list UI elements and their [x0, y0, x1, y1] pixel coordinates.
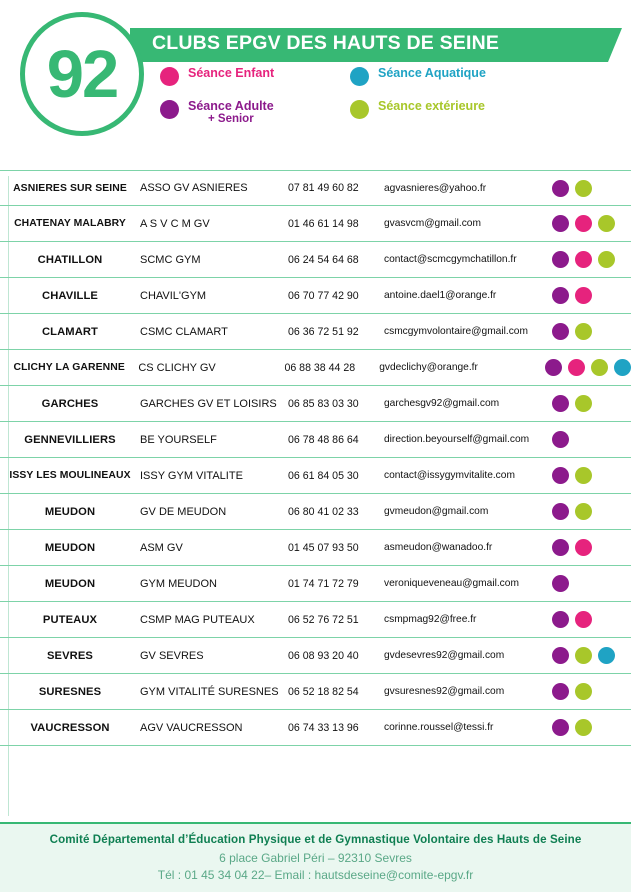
cell-session-types	[552, 287, 631, 304]
session-dot-pink	[575, 539, 592, 556]
cell-club: CHAVIL'GYM	[140, 289, 207, 302]
legend-item-exterieure	[350, 99, 600, 127]
session-dot-purple	[552, 683, 569, 700]
session-dot-purple	[552, 539, 569, 556]
cell-email[interactable]: csmcgymvolontaire@gmail.com	[384, 326, 528, 337]
cell-phone: 06 36 72 51 92	[288, 325, 359, 338]
cell-city: CHATENAY MALABRY	[14, 218, 126, 229]
department-badge	[20, 12, 144, 136]
session-dot-pink	[575, 251, 592, 268]
cell-phone: 06 24 54 64 68	[288, 253, 359, 266]
cell-email[interactable]: gvdesevres92@gmail.com	[384, 650, 505, 661]
cell-email[interactable]: gvasvcm@gmail.com	[384, 218, 481, 229]
cell-session-types	[552, 683, 631, 700]
cell-session-types	[552, 251, 631, 268]
legend-dot-blue	[350, 67, 369, 86]
cell-club: ASSO GV ASNIERES	[140, 182, 248, 194]
cell-email[interactable]: contact@scmcgymchatillon.fr	[384, 254, 517, 265]
table-row	[0, 674, 631, 710]
cell-phone: 06 08 93 20 40	[288, 649, 359, 662]
cell-city: GENNEVILLIERS	[24, 433, 116, 446]
legend-dot-green	[350, 100, 369, 119]
session-dot-purple	[552, 215, 569, 232]
cell-city: SURESNES	[38, 685, 102, 698]
legend-dot-purple	[160, 100, 179, 119]
cell-session-types	[552, 323, 631, 340]
cell-session-types	[552, 467, 631, 484]
session-dot-pink	[575, 215, 592, 232]
cell-club: ASM GV	[140, 541, 183, 554]
cell-email[interactable]: contact@issygymvitalite.com	[384, 470, 515, 481]
session-dot-blue	[598, 647, 615, 664]
department-number: 92	[46, 36, 118, 112]
cell-city: CHAVILLE	[42, 289, 98, 302]
poster-header	[0, 0, 631, 148]
session-dot-green	[575, 719, 592, 736]
cell-session-types	[552, 575, 631, 592]
cell-session-types	[552, 180, 631, 197]
session-dot-green	[591, 359, 608, 376]
cell-email[interactable]: agvasnieres@yahoo.fr	[384, 182, 487, 194]
cell-phone: 06 80 41 02 33	[288, 505, 359, 518]
cell-city: CLAMART	[41, 325, 98, 338]
legend-label-aquatique: Séance Aquatique	[378, 66, 486, 80]
legend-label-exterieure: Séance extérieure	[378, 99, 486, 113]
table-row	[0, 710, 631, 746]
cell-club: A S V C M GV	[140, 217, 210, 230]
cell-phone: 06 52 18 82 54	[288, 685, 359, 698]
cell-city: PUTEAUX	[42, 613, 98, 626]
session-dot-green	[575, 647, 592, 664]
cell-club: SCMC GYM	[140, 253, 201, 266]
cell-city: VAUCRESSON	[30, 721, 110, 734]
cell-phone: 06 88 38 44 28	[284, 361, 356, 374]
cell-email[interactable]: garchesgv92@gmail.com	[384, 398, 500, 409]
session-dot-purple	[552, 611, 569, 628]
cell-email[interactable]: antoine.dael1@orange.fr	[384, 290, 497, 301]
table-row	[0, 386, 631, 422]
cell-club: CSMC CLAMART	[140, 325, 228, 338]
legend-item-aquatique	[350, 66, 600, 86]
cell-phone: 06 85 83 03 30	[288, 397, 359, 410]
session-dot-green	[575, 323, 592, 340]
session-dot-green	[575, 180, 592, 197]
cell-email[interactable]: direction.beyourself@gmail.com	[384, 434, 530, 445]
cell-email[interactable]: gvdeclichy@orange.fr	[379, 362, 478, 373]
cell-session-types	[552, 503, 631, 520]
session-dot-pink	[575, 611, 592, 628]
table-row	[0, 494, 631, 530]
cell-club: BE YOURSELF	[140, 433, 217, 446]
cell-city: MEUDON	[44, 577, 96, 590]
footer-org-name: Comité Départemental d’Éducation Physique et de Gymnastique Volontaire des Hauts de Seine	[49, 833, 582, 846]
cell-email[interactable]: corinne.roussel@tessi.fr	[384, 722, 494, 733]
session-dot-purple	[552, 323, 569, 340]
table-row	[0, 350, 631, 386]
cell-phone: 01 74 71 72 79	[288, 577, 359, 590]
session-dot-purple	[552, 647, 569, 664]
session-dot-purple	[552, 575, 569, 592]
table-row	[0, 206, 631, 242]
cell-session-types	[552, 719, 631, 736]
session-dot-green	[575, 503, 592, 520]
session-dot-purple	[545, 359, 562, 376]
cell-city: ISSY LES MOULINEAUX	[9, 470, 131, 481]
cell-city: CLICHY LA GARENNE	[13, 362, 125, 373]
session-dot-blue	[614, 359, 631, 376]
cell-phone: 01 45 07 93 50	[288, 541, 359, 554]
cell-email[interactable]: csmpmag92@free.fr	[384, 614, 477, 625]
cell-club: GYM MEUDON	[140, 577, 217, 590]
table-row	[0, 278, 631, 314]
session-dot-purple	[552, 503, 569, 520]
cell-club: GV SEVRES	[140, 649, 204, 662]
clubs-table	[0, 170, 631, 746]
cell-city: MEUDON	[44, 541, 96, 554]
table-row	[0, 638, 631, 674]
cell-session-types	[545, 359, 631, 376]
cell-club: GYM VITALITÉ SURESNES	[140, 685, 279, 698]
legend-label-enfant: Séance Enfant	[188, 66, 275, 80]
cell-club: CS CLICHY GV	[138, 361, 216, 374]
footer-address: 6 place Gabriel Péri – 92310 Sevres	[219, 851, 412, 865]
cell-city: ASNIERES SUR SEINE	[13, 182, 127, 194]
cell-session-types	[552, 215, 631, 232]
cell-club: ISSY GYM VITALITE	[140, 469, 243, 482]
session-dot-green	[575, 683, 592, 700]
cell-phone: 01 46 61 14 98	[288, 217, 359, 230]
legend-item-adulte	[160, 99, 350, 127]
table-row	[0, 602, 631, 638]
table-row	[0, 566, 631, 602]
table-row	[0, 170, 631, 206]
table-row	[0, 458, 631, 494]
cell-phone: 07 81 49 60 82	[288, 182, 359, 194]
table-row	[0, 242, 631, 278]
cell-club: GARCHES GV ET LOISIRS	[140, 397, 277, 410]
table-row	[0, 422, 631, 458]
poster-footer	[0, 822, 631, 892]
cell-session-types	[552, 647, 631, 664]
footer-contact: Tél : 01 45 34 04 22– Email : hautsdeseine@comite-epgv.fr	[157, 868, 474, 882]
table-row	[0, 530, 631, 566]
legend-item-enfant	[160, 66, 350, 86]
legend-label-adulte	[188, 99, 274, 127]
legend	[160, 66, 600, 127]
cell-club: AGV VAUCRESSON	[140, 721, 243, 734]
cell-city: CHATILLON	[37, 253, 103, 266]
cell-phone: 06 70 77 42 90	[288, 289, 359, 302]
cell-city: SEVRES	[47, 649, 93, 662]
legend-dot-pink	[160, 67, 179, 86]
legend-label-adulte-main: Séance Adulte	[188, 99, 274, 113]
session-dot-purple	[552, 251, 569, 268]
session-dot-green	[598, 215, 615, 232]
table-row	[0, 314, 631, 350]
cell-email[interactable]: veroniqueveneau@gmail.com	[384, 578, 519, 589]
session-dot-purple	[552, 180, 569, 197]
cell-email[interactable]: asmeudon@wanadoo.fr	[384, 542, 493, 553]
cell-phone: 06 74 33 13 96	[288, 721, 359, 734]
cell-session-types	[552, 539, 631, 556]
cell-session-types	[552, 431, 631, 448]
session-dot-pink	[568, 359, 585, 376]
session-dot-purple	[552, 395, 569, 412]
session-dot-purple	[552, 467, 569, 484]
cell-club: CSMP MAG PUTEAUX	[140, 613, 255, 626]
session-dot-purple	[552, 287, 569, 304]
cell-session-types	[552, 611, 631, 628]
session-dot-pink	[575, 287, 592, 304]
session-dot-green	[575, 467, 592, 484]
cell-session-types	[552, 395, 631, 412]
session-dot-purple	[552, 719, 569, 736]
session-dot-green	[598, 251, 615, 268]
cell-phone: 06 78 48 86 64	[288, 433, 359, 446]
cell-email[interactable]: gvmeudon@gmail.com	[384, 506, 489, 517]
cell-city: MEUDON	[44, 505, 96, 518]
cell-phone: 06 52 76 72 51	[288, 613, 359, 626]
cell-city: GARCHES	[41, 397, 99, 410]
cell-phone: 06 61 84 05 30	[288, 469, 359, 482]
session-dot-purple	[552, 431, 569, 448]
cell-club: GV DE MEUDON	[140, 505, 227, 518]
page-title: CLUBS EPGV DES HAUTS DE SEINE	[152, 32, 500, 54]
cell-email[interactable]: gvsuresnes92@gmail.com	[384, 686, 505, 697]
legend-label-adulte-sub: + Senior	[207, 113, 254, 126]
session-dot-green	[575, 395, 592, 412]
